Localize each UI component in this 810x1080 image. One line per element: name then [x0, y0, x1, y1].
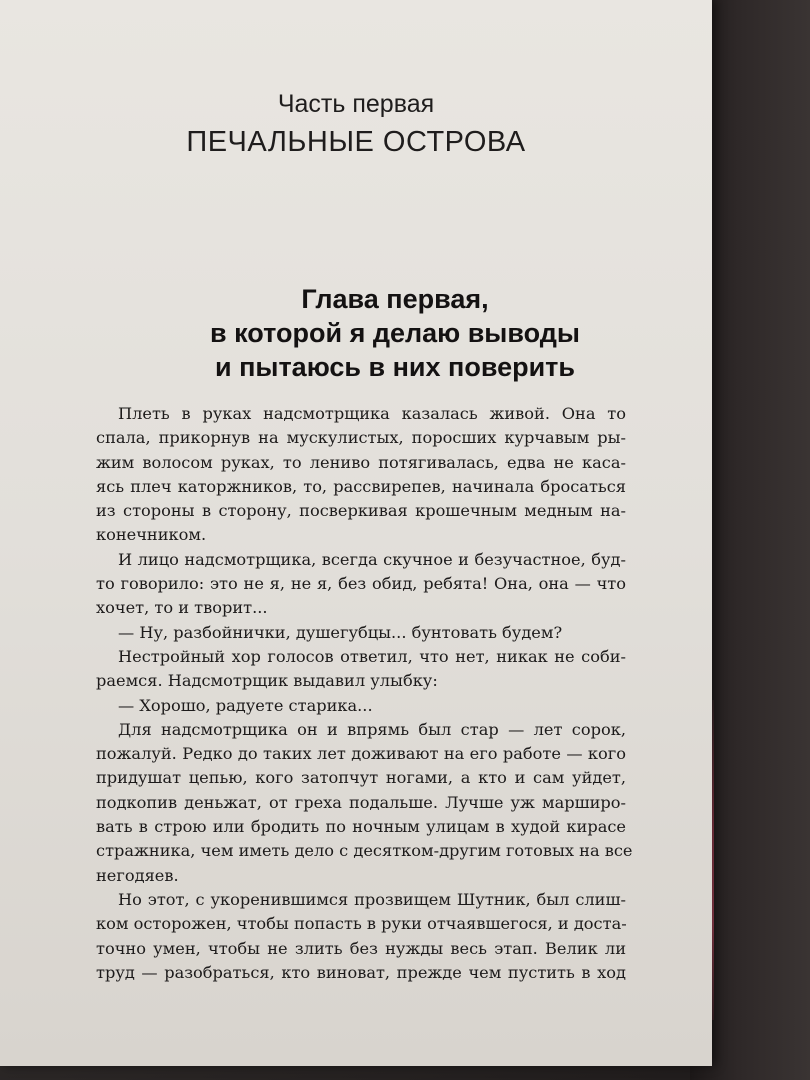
- text-line: вать в строю или бродить по ночным улицам в худой кирасе: [96, 817, 626, 837]
- text-line: хочет, то и творит...: [96, 598, 268, 618]
- text-line: стражника, чем иметь дело с десятком-другим готовых на все: [96, 841, 633, 861]
- text-line: — Ну, разбойнички, душегубцы... бунтовать будем?: [118, 622, 563, 642]
- text-line: раемся. Надсмотрщик выдавил улыбку:: [96, 671, 438, 691]
- text-line: Для надсмотрщика он и впрямь был стар — лет сорок,: [118, 719, 626, 739]
- chapter-heading-line: в которой я делаю выводы: [210, 318, 580, 348]
- text-line: пожалуй. Редко до таких лет доживают на его работе — кого: [96, 744, 626, 764]
- body-text: [96, 402, 633, 985]
- text-line: Плеть в руках надсмотрщика казалась живой. Она то: [118, 404, 626, 423]
- part-title: ПЕЧАЛЬНЫЕ ОСТРОВА: [186, 126, 526, 158]
- chapter-heading-line: Глава первая,: [301, 284, 489, 314]
- text-line: подкопив деньжат, от греха подальше. Лучше уж марширо-: [96, 792, 626, 812]
- text-line: то говорило: это не я, не я, без обид, ребята! Она, она — что: [96, 574, 626, 594]
- text-line: Но этот, с укоренившимся прозвищем Шутник, был слиш-: [118, 889, 626, 909]
- text-line: негодяев.: [96, 865, 179, 885]
- text-line: придушат цепью, кого затопчут ногами, а кто и сам уйдет,: [96, 768, 626, 788]
- chapter-heading: [0, 282, 790, 384]
- text-line: спала, прикорнув на мускулистых, поросших курчавым ры-: [96, 428, 626, 448]
- part-label: Часть первая: [277, 90, 435, 118]
- text-line: жим волосом руках, то лениво потягивалась, едва не каса-: [96, 452, 626, 472]
- text-line: из стороны в сторону, посверкивая крошечным медным на-: [96, 501, 626, 521]
- text-line: труд — разобраться, кто виноват, прежде чем пустить в ход: [96, 962, 626, 982]
- text-line: Нестройный хор голосов ответил, что нет, никак не соби-: [118, 646, 626, 666]
- text-line: точно умен, чтобы не злить без нужды весь этап. Велик ли: [96, 938, 626, 958]
- text-line: И лицо надсмотрщика, всегда скучное и безучастное, буд-: [118, 549, 626, 569]
- chapter-heading-line: и пытаюсь в них поверить: [214, 352, 576, 382]
- text-line: ясь плеч каторжников, то, рассвирепев, начинала бросаться: [96, 476, 626, 496]
- text-line: ком осторожен, чтобы попасть в руки отчаявшегося, и доста-: [96, 914, 627, 934]
- text-line: — Хорошо, радуете старика...: [118, 695, 373, 715]
- text-line: конечником.: [96, 525, 207, 545]
